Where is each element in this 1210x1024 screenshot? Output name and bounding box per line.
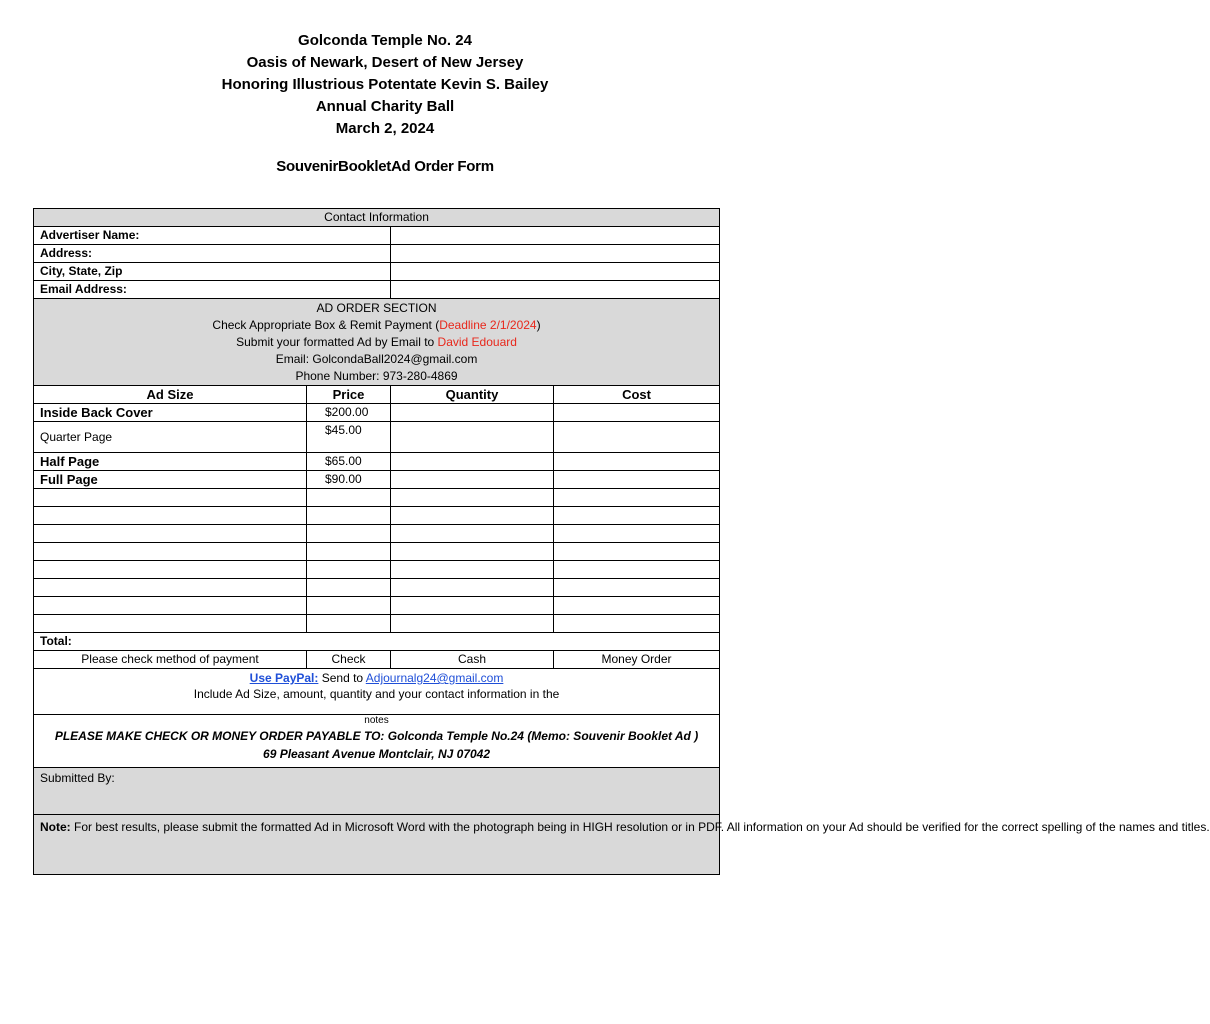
quantity-cell[interactable] bbox=[391, 422, 554, 453]
ad-size-cell: Half Page bbox=[34, 453, 307, 471]
remit-text: Check Appropriate Box & Remit Payment ( bbox=[212, 317, 440, 332]
advertiser-name-field[interactable] bbox=[391, 227, 720, 245]
blank-cell[interactable] bbox=[307, 579, 391, 597]
deadline-text: Deadline 2/1/2024 bbox=[439, 317, 537, 332]
ad-size-cell: Quarter Page bbox=[34, 422, 307, 453]
payment-money-order-option[interactable]: Money Order bbox=[554, 651, 720, 669]
ad-size-cell: Inside Back Cover bbox=[34, 404, 307, 422]
blank-cell[interactable] bbox=[307, 615, 391, 633]
blank-cell[interactable] bbox=[554, 615, 720, 633]
event-date: March 2, 2024 bbox=[335, 120, 435, 137]
blank-cell[interactable] bbox=[34, 507, 307, 525]
blank-cell[interactable] bbox=[307, 543, 391, 561]
advertiser-name-label: Advertiser Name: bbox=[34, 227, 391, 245]
blank-cell[interactable] bbox=[391, 525, 554, 543]
order-phone: Phone Number: 973-280-4869 bbox=[295, 368, 458, 383]
note-label: Note: bbox=[40, 820, 71, 834]
note-text: For best results, please submit the formatted Ad in Microsoft Word with the photograph being in HIGH resolution or in PDF. All information on your Ad should be verified for the correct spelling of the names and titles. bbox=[70, 820, 1210, 834]
blank-cell[interactable] bbox=[34, 579, 307, 597]
paypal-note: Include Ad Size, amount, quantity and your contact information in the bbox=[193, 687, 560, 701]
email-address-label: Email Address: bbox=[34, 281, 391, 299]
note-section bbox=[34, 815, 1210, 875]
payment-check-option[interactable]: Check bbox=[307, 651, 391, 669]
blank-cell[interactable] bbox=[391, 615, 554, 633]
cost-cell[interactable] bbox=[554, 404, 720, 422]
form-title: SouvenirBookletAd Order Form bbox=[276, 158, 494, 175]
email-address-field[interactable] bbox=[391, 281, 720, 299]
blank-cell[interactable] bbox=[34, 615, 307, 633]
table-row bbox=[34, 615, 720, 633]
table-row bbox=[34, 507, 720, 525]
payment-cash-option[interactable]: Cash bbox=[391, 651, 554, 669]
payment-method-label: Please check method of payment bbox=[34, 651, 307, 669]
table-row bbox=[34, 422, 720, 453]
quantity-cell[interactable] bbox=[391, 453, 554, 471]
table-row bbox=[34, 404, 720, 422]
quantity-cell[interactable] bbox=[391, 471, 554, 489]
blank-cell[interactable] bbox=[554, 579, 720, 597]
cost-cell[interactable] bbox=[554, 453, 720, 471]
oasis-line: Oasis of Newark, Desert of New Jersey bbox=[246, 54, 524, 71]
paypal-email-link[interactable]: Adjournalg24@gmail.com bbox=[365, 671, 504, 685]
table-row bbox=[34, 561, 720, 579]
payable-to: PLEASE MAKE CHECK OR MONEY ORDER PAYABLE TO: Golconda Temple No.24 (Memo: Souvenir Booklet Ad ) bbox=[54, 729, 699, 743]
blank-cell[interactable] bbox=[554, 561, 720, 579]
table-row bbox=[34, 471, 720, 489]
temple-name: Golconda Temple No. 24 bbox=[298, 32, 472, 49]
city-state-zip-label: City, State, Zip bbox=[34, 263, 391, 281]
honoree-line: Honoring Illustrious Potentate Kevin S. Bailey bbox=[221, 76, 549, 93]
paypal-send-to: Send to bbox=[318, 671, 366, 685]
table-row bbox=[34, 597, 720, 615]
blank-cell[interactable] bbox=[554, 543, 720, 561]
cost-cell[interactable] bbox=[554, 471, 720, 489]
paypal-link[interactable]: Use PayPal: bbox=[249, 671, 319, 685]
blank-cell[interactable] bbox=[307, 597, 391, 615]
submit-text: Submit your formatted Ad by Email to bbox=[236, 334, 438, 349]
city-state-zip-field[interactable] bbox=[391, 263, 720, 281]
total-label: Total: bbox=[34, 633, 720, 651]
contact-heading: Contact Information bbox=[34, 209, 720, 227]
blank-cell[interactable] bbox=[34, 561, 307, 579]
blank-cell[interactable] bbox=[391, 597, 554, 615]
event-name: Annual Charity Ball bbox=[315, 98, 455, 115]
payable-section bbox=[34, 715, 720, 768]
blank-cell[interactable] bbox=[307, 561, 391, 579]
table-row bbox=[34, 579, 720, 597]
ad-size-cell: Full Page bbox=[34, 471, 307, 489]
blank-cell[interactable] bbox=[391, 579, 554, 597]
notes-word: notes bbox=[364, 715, 389, 726]
order-form-table bbox=[33, 208, 1210, 875]
blank-cell[interactable] bbox=[34, 489, 307, 507]
price-cell: $90.00 bbox=[307, 471, 391, 489]
mailing-address: 69 Pleasant Avenue Montclair, NJ 07042 bbox=[263, 747, 491, 761]
ad-size-header: Ad Size bbox=[34, 386, 307, 404]
table-row bbox=[34, 489, 720, 507]
blank-cell[interactable] bbox=[554, 489, 720, 507]
blank-cell[interactable] bbox=[307, 507, 391, 525]
submitted-by-label[interactable]: Submitted By: bbox=[34, 768, 720, 815]
ad-order-heading: AD ORDER SECTION bbox=[316, 300, 437, 315]
price-header: Price bbox=[307, 386, 391, 404]
blank-cell[interactable] bbox=[391, 507, 554, 525]
ad-order-section bbox=[34, 299, 720, 386]
price-cell: $45.00 bbox=[307, 422, 391, 453]
cost-cell[interactable] bbox=[554, 422, 720, 453]
price-cell: $65.00 bbox=[307, 453, 391, 471]
blank-cell[interactable] bbox=[554, 525, 720, 543]
remit-instructions bbox=[40, 317, 713, 334]
blank-cell[interactable] bbox=[391, 561, 554, 579]
blank-cell[interactable] bbox=[391, 489, 554, 507]
paypal-section bbox=[34, 669, 720, 715]
price-cell: $200.00 bbox=[307, 404, 391, 422]
blank-cell[interactable] bbox=[391, 543, 554, 561]
address-field[interactable] bbox=[391, 245, 720, 263]
blank-cell[interactable] bbox=[307, 489, 391, 507]
contact-person: David Edouard bbox=[437, 334, 517, 349]
table-row bbox=[34, 453, 720, 471]
blank-cell[interactable] bbox=[554, 597, 720, 615]
blank-cell[interactable] bbox=[34, 543, 307, 561]
table-row bbox=[34, 525, 720, 543]
document-header bbox=[0, 30, 770, 140]
blank-cell[interactable] bbox=[34, 597, 307, 615]
order-email: Email: GolcondaBall2024@gmail.com bbox=[275, 351, 478, 366]
remit-close: ) bbox=[536, 317, 541, 332]
submit-instructions bbox=[40, 334, 713, 351]
blank-cell[interactable] bbox=[307, 525, 391, 543]
blank-cell[interactable] bbox=[34, 525, 307, 543]
cost-header: Cost bbox=[554, 386, 720, 404]
blank-cell[interactable] bbox=[554, 507, 720, 525]
quantity-cell[interactable] bbox=[391, 404, 554, 422]
table-row bbox=[34, 543, 720, 561]
quantity-header: Quantity bbox=[391, 386, 554, 404]
address-label: Address: bbox=[34, 245, 391, 263]
